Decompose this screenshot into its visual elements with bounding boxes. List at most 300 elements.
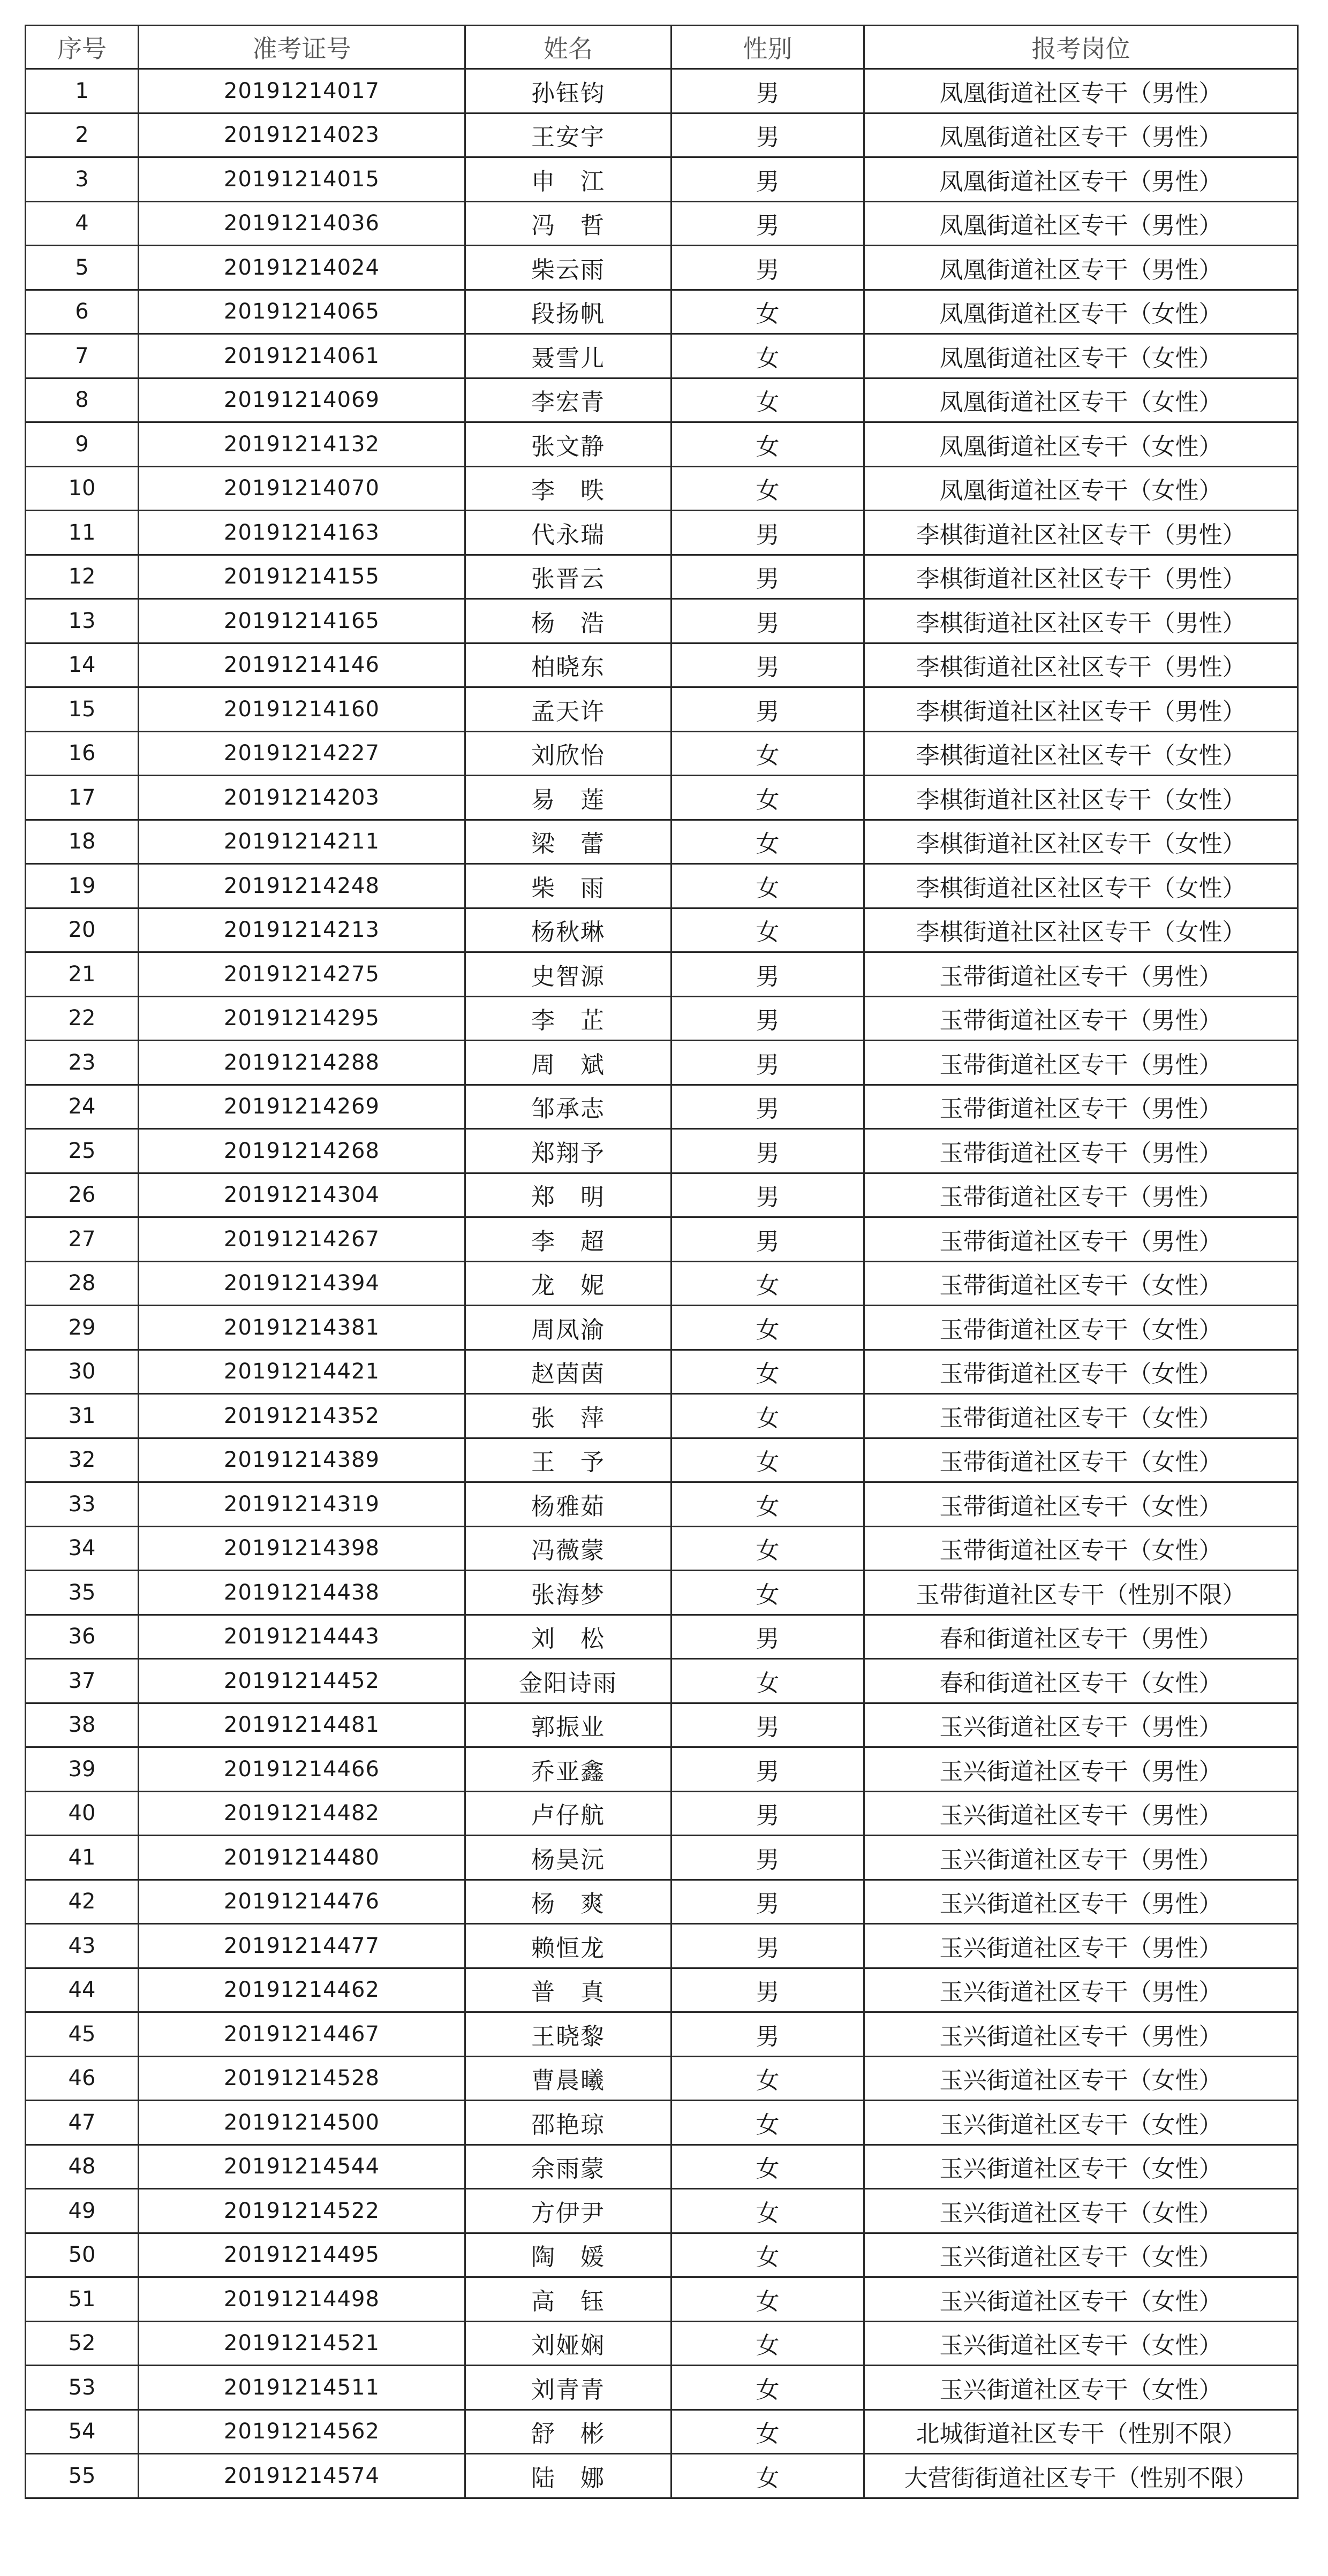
header-position: 报考岗位: [864, 26, 1298, 69]
cell-position: 玉带街道社区专干（男性）: [864, 1129, 1298, 1173]
cell-gender: 女: [671, 2056, 864, 2101]
table-row: [26, 952, 1298, 997]
table-row: [26, 1968, 1298, 2012]
cell-exam-id: 20191214394: [139, 1261, 465, 1306]
cell-seq: 6: [26, 290, 139, 334]
cell-exam-id: 20191214481: [139, 1703, 465, 1747]
cell-gender: 女: [671, 1306, 864, 1350]
cell-name: 邵艳琼: [465, 2101, 671, 2145]
cell-gender: 男: [671, 1703, 864, 1747]
cell-exam-id: 20191214381: [139, 1306, 465, 1350]
cell-name: 申 江: [465, 157, 671, 202]
cell-seq: 5: [26, 246, 139, 290]
table-row: [26, 378, 1298, 422]
cell-seq: 47: [26, 2101, 139, 2145]
table-row: [26, 2410, 1298, 2454]
cell-name: 刘青青: [465, 2366, 671, 2410]
cell-exam-id: 20191214528: [139, 2056, 465, 2101]
cell-exam-id: 20191214452: [139, 1659, 465, 1703]
cell-seq: 4: [26, 201, 139, 246]
cell-name: 张晋云: [465, 555, 671, 599]
cell-seq: 18: [26, 820, 139, 864]
cell-seq: 49: [26, 2189, 139, 2233]
cell-exam-id: 20191214015: [139, 157, 465, 202]
cell-gender: 女: [671, 1261, 864, 1306]
cell-exam-id: 20191214352: [139, 1394, 465, 1438]
cell-seq: 27: [26, 1217, 139, 1262]
table-row: [26, 1924, 1298, 1968]
cell-seq: 20: [26, 908, 139, 952]
cell-name: 郭振业: [465, 1703, 671, 1747]
table-row: [26, 2277, 1298, 2322]
cell-seq: 13: [26, 599, 139, 643]
cell-name: 聂雪儿: [465, 334, 671, 378]
cell-name: 王安宇: [465, 113, 671, 157]
cell-position: 玉兴街道社区专干（男性）: [864, 1703, 1298, 1747]
cell-position: 玉带街道社区专干（男性）: [864, 1041, 1298, 1085]
table-row: [26, 1482, 1298, 1527]
cell-name: 杨 爽: [465, 1880, 671, 1924]
cell-gender: 男: [671, 1747, 864, 1792]
cell-gender: 女: [671, 2101, 864, 2145]
cell-gender: 女: [671, 1526, 864, 1571]
table-row: [26, 1571, 1298, 1615]
table-row: [26, 599, 1298, 643]
cell-name: 张 萍: [465, 1394, 671, 1438]
cell-seq: 50: [26, 2233, 139, 2277]
cell-position: 玉带街道社区专干（性别不限）: [864, 1571, 1298, 1615]
table-row: [26, 1217, 1298, 1262]
cell-gender: 女: [671, 1438, 864, 1482]
header-name: 姓名: [465, 26, 671, 69]
candidate-table: [25, 25, 1299, 2499]
cell-position: 春和街道社区专干（女性）: [864, 1659, 1298, 1703]
cell-name: 梁 蕾: [465, 820, 671, 864]
cell-seq: 43: [26, 1924, 139, 1968]
table-row: [26, 1261, 1298, 1306]
cell-seq: 3: [26, 157, 139, 202]
cell-position: 李棋街道社区社区专干（男性）: [864, 555, 1298, 599]
cell-exam-id: 20191214295: [139, 996, 465, 1041]
cell-position: 玉兴街道社区专干（女性）: [864, 2101, 1298, 2145]
table-row: [26, 2189, 1298, 2233]
cell-name: 柴 雨: [465, 864, 671, 908]
table-row: [26, 1129, 1298, 1173]
table-row: [26, 1836, 1298, 1880]
cell-name: 高 钰: [465, 2277, 671, 2322]
cell-seq: 32: [26, 1438, 139, 1482]
table-row: [26, 2366, 1298, 2410]
cell-exam-id: 20191214070: [139, 466, 465, 511]
cell-seq: 31: [26, 1394, 139, 1438]
cell-position: 凤凰街道社区专干（男性）: [864, 157, 1298, 202]
cell-gender: 女: [671, 776, 864, 820]
cell-gender: 女: [671, 1350, 864, 1394]
cell-gender: 女: [671, 1482, 864, 1527]
cell-seq: 30: [26, 1350, 139, 1394]
cell-name: 冯 哲: [465, 201, 671, 246]
cell-seq: 25: [26, 1129, 139, 1173]
cell-seq: 48: [26, 2145, 139, 2189]
cell-exam-id: 20191214267: [139, 1217, 465, 1262]
cell-gender: 男: [671, 952, 864, 997]
cell-exam-id: 20191214462: [139, 1968, 465, 2012]
cell-position: 李棋街道社区社区专干（男性）: [864, 599, 1298, 643]
cell-exam-id: 20191214160: [139, 687, 465, 732]
cell-gender: 男: [671, 1791, 864, 1836]
cell-gender: 男: [671, 555, 864, 599]
cell-seq: 51: [26, 2277, 139, 2322]
cell-gender: 男: [671, 2012, 864, 2057]
table-row: [26, 2321, 1298, 2366]
cell-seq: 24: [26, 1085, 139, 1129]
cell-exam-id: 20191214443: [139, 1615, 465, 1659]
cell-gender: 男: [671, 1615, 864, 1659]
cell-gender: 女: [671, 2277, 864, 2322]
cell-seq: 22: [26, 996, 139, 1041]
cell-exam-id: 20191214521: [139, 2321, 465, 2366]
cell-position: 玉兴街道社区专干（女性）: [864, 2189, 1298, 2233]
cell-exam-id: 20191214023: [139, 113, 465, 157]
cell-name: 李 超: [465, 1217, 671, 1262]
table-row: [26, 1615, 1298, 1659]
cell-gender: 男: [671, 1217, 864, 1262]
cell-name: 李 芷: [465, 996, 671, 1041]
cell-seq: 46: [26, 2056, 139, 2101]
cell-name: 刘欣怡: [465, 731, 671, 776]
cell-seq: 23: [26, 1041, 139, 1085]
cell-seq: 53: [26, 2366, 139, 2410]
cell-seq: 29: [26, 1306, 139, 1350]
cell-gender: 男: [671, 246, 864, 290]
cell-seq: 40: [26, 1791, 139, 1836]
cell-position: 李棋街道社区社区专干（男性）: [864, 643, 1298, 687]
cell-seq: 45: [26, 2012, 139, 2057]
cell-name: 卢仔航: [465, 1791, 671, 1836]
cell-exam-id: 20191214268: [139, 1129, 465, 1173]
cell-exam-id: 20191214069: [139, 378, 465, 422]
cell-name: 赵茵茵: [465, 1350, 671, 1394]
table-row: [26, 69, 1298, 113]
cell-exam-id: 20191214165: [139, 599, 465, 643]
cell-position: 玉兴街道社区专干（女性）: [864, 2233, 1298, 2277]
cell-name: 乔亚鑫: [465, 1747, 671, 1792]
cell-gender: 男: [671, 201, 864, 246]
cell-exam-id: 20191214288: [139, 1041, 465, 1085]
cell-seq: 16: [26, 731, 139, 776]
cell-gender: 女: [671, 2454, 864, 2498]
cell-exam-id: 20191214477: [139, 1924, 465, 1968]
cell-gender: 男: [671, 69, 864, 113]
cell-name: 段扬帆: [465, 290, 671, 334]
cell-position: 玉带街道社区专干（女性）: [864, 1350, 1298, 1394]
cell-gender: 女: [671, 290, 864, 334]
cell-gender: 男: [671, 1041, 864, 1085]
table-row: [26, 466, 1298, 511]
cell-position: 玉带街道社区专干（男性）: [864, 1173, 1298, 1217]
cell-exam-id: 20191214467: [139, 2012, 465, 2057]
cell-name: 余雨蒙: [465, 2145, 671, 2189]
cell-position: 玉兴街道社区专干（女性）: [864, 2277, 1298, 2322]
cell-seq: 36: [26, 1615, 139, 1659]
cell-exam-id: 20191214511: [139, 2366, 465, 2410]
cell-name: 代永瑞: [465, 511, 671, 555]
cell-seq: 39: [26, 1747, 139, 1792]
header-row: [26, 26, 1298, 69]
cell-position: 玉带街道社区专干（男性）: [864, 1217, 1298, 1262]
cell-gender: 男: [671, 511, 864, 555]
cell-gender: 男: [671, 1173, 864, 1217]
header-gender: 性别: [671, 26, 864, 69]
cell-position: 李棋街道社区社区专干（男性）: [864, 687, 1298, 732]
cell-name: 陆 娜: [465, 2454, 671, 2498]
cell-position: 凤凰街道社区专干（女性）: [864, 378, 1298, 422]
cell-position: 凤凰街道社区专干（女性）: [864, 422, 1298, 467]
table-row: [26, 1306, 1298, 1350]
cell-exam-id: 20191214495: [139, 2233, 465, 2277]
table-row: [26, 422, 1298, 467]
cell-gender: 女: [671, 820, 864, 864]
table-row: [26, 731, 1298, 776]
cell-seq: 44: [26, 1968, 139, 2012]
cell-gender: 女: [671, 334, 864, 378]
table-row: [26, 864, 1298, 908]
cell-gender: 男: [671, 113, 864, 157]
cell-gender: 女: [671, 908, 864, 952]
cell-seq: 17: [26, 776, 139, 820]
cell-gender: 女: [671, 2321, 864, 2366]
cell-position: 李棋街道社区社区专干（男性）: [864, 511, 1298, 555]
cell-seq: 35: [26, 1571, 139, 1615]
cell-name: 史智源: [465, 952, 671, 997]
cell-name: 赖恒龙: [465, 1924, 671, 1968]
cell-exam-id: 20191214155: [139, 555, 465, 599]
cell-seq: 19: [26, 864, 139, 908]
cell-name: 孟天许: [465, 687, 671, 732]
cell-position: 北城街道社区专干（性别不限）: [864, 2410, 1298, 2454]
cell-seq: 11: [26, 511, 139, 555]
cell-position: 凤凰街道社区专干（女性）: [864, 466, 1298, 511]
cell-gender: 女: [671, 2145, 864, 2189]
table-header: [26, 26, 1298, 69]
cell-position: 玉带街道社区专干（男性）: [864, 996, 1298, 1041]
table-row: [26, 2056, 1298, 2101]
cell-position: 玉带街道社区专干（女性）: [864, 1306, 1298, 1350]
cell-exam-id: 20191214017: [139, 69, 465, 113]
cell-name: 张文静: [465, 422, 671, 467]
cell-seq: 10: [26, 466, 139, 511]
cell-position: 玉兴街道社区专干（男性）: [864, 1924, 1298, 1968]
table-row: [26, 1659, 1298, 1703]
cell-exam-id: 20191214304: [139, 1173, 465, 1217]
cell-exam-id: 20191214024: [139, 246, 465, 290]
cell-seq: 1: [26, 69, 139, 113]
cell-seq: 21: [26, 952, 139, 997]
cell-name: 李宏青: [465, 378, 671, 422]
cell-name: 曹晨曦: [465, 2056, 671, 2101]
cell-name: 孙钰钧: [465, 69, 671, 113]
cell-gender: 女: [671, 466, 864, 511]
cell-seq: 42: [26, 1880, 139, 1924]
cell-name: 周凤渝: [465, 1306, 671, 1350]
cell-exam-id: 20191214562: [139, 2410, 465, 2454]
cell-seq: 54: [26, 2410, 139, 2454]
cell-position: 玉带街道社区专干（女性）: [864, 1261, 1298, 1306]
table-body: [26, 69, 1298, 2498]
cell-gender: 女: [671, 2233, 864, 2277]
cell-seq: 9: [26, 422, 139, 467]
table-row: [26, 1791, 1298, 1836]
cell-gender: 男: [671, 1085, 864, 1129]
cell-position: 玉带街道社区专干（男性）: [864, 952, 1298, 997]
cell-seq: 2: [26, 113, 139, 157]
table-row: [26, 246, 1298, 290]
cell-gender: 男: [671, 1968, 864, 2012]
cell-name: 刘 松: [465, 1615, 671, 1659]
table-row: [26, 2233, 1298, 2277]
table-row: [26, 1085, 1298, 1129]
cell-position: 玉带街道社区专干（女性）: [864, 1482, 1298, 1527]
cell-position: 玉兴街道社区专干（男性）: [864, 1836, 1298, 1880]
cell-name: 杨雅茹: [465, 1482, 671, 1527]
cell-exam-id: 20191214065: [139, 290, 465, 334]
cell-name: 刘娅娴: [465, 2321, 671, 2366]
cell-gender: 女: [671, 2410, 864, 2454]
cell-gender: 男: [671, 1880, 864, 1924]
cell-name: 柏晓东: [465, 643, 671, 687]
table-row: [26, 1394, 1298, 1438]
cell-gender: 男: [671, 157, 864, 202]
cell-exam-id: 20191214574: [139, 2454, 465, 2498]
table-row: [26, 113, 1298, 157]
cell-name: 龙 妮: [465, 1261, 671, 1306]
table-row: [26, 1041, 1298, 1085]
cell-position: 玉兴街道社区专干（男性）: [864, 1880, 1298, 1924]
cell-exam-id: 20191214275: [139, 952, 465, 997]
header-exam-id: 准考证号: [139, 26, 465, 69]
cell-name: 柴云雨: [465, 246, 671, 290]
table-row: [26, 290, 1298, 334]
table-row: [26, 201, 1298, 246]
table-row: [26, 2145, 1298, 2189]
cell-gender: 女: [671, 422, 864, 467]
table-row: [26, 1350, 1298, 1394]
cell-exam-id: 20191214544: [139, 2145, 465, 2189]
cell-position: 李棋街道社区社区专干（女性）: [864, 731, 1298, 776]
cell-seq: 8: [26, 378, 139, 422]
cell-position: 玉带街道社区专干（女性）: [864, 1438, 1298, 1482]
cell-position: 玉兴街道社区专干（女性）: [864, 2056, 1298, 2101]
cell-exam-id: 20191214466: [139, 1747, 465, 1792]
cell-name: 金阳诗雨: [465, 1659, 671, 1703]
cell-name: 冯薇蒙: [465, 1526, 671, 1571]
cell-position: 玉带街道社区专干（男性）: [864, 1085, 1298, 1129]
cell-exam-id: 20191214036: [139, 201, 465, 246]
cell-seq: 7: [26, 334, 139, 378]
cell-exam-id: 20191214269: [139, 1085, 465, 1129]
cell-name: 周 斌: [465, 1041, 671, 1085]
cell-exam-id: 20191214522: [139, 2189, 465, 2233]
cell-exam-id: 20191214203: [139, 776, 465, 820]
table-row: [26, 157, 1298, 202]
table-row: [26, 996, 1298, 1041]
cell-exam-id: 20191214500: [139, 2101, 465, 2145]
cell-exam-id: 20191214498: [139, 2277, 465, 2322]
cell-position: 玉兴街道社区专干（男性）: [864, 1747, 1298, 1792]
cell-gender: 女: [671, 731, 864, 776]
cell-exam-id: 20191214163: [139, 511, 465, 555]
cell-exam-id: 20191214482: [139, 1791, 465, 1836]
cell-position: 玉带街道社区专干（女性）: [864, 1526, 1298, 1571]
cell-position: 凤凰街道社区专干（女性）: [864, 334, 1298, 378]
cell-position: 玉兴街道社区专干（男性）: [864, 1968, 1298, 2012]
header-seq: 序号: [26, 26, 139, 69]
cell-gender: 男: [671, 996, 864, 1041]
cell-exam-id: 20191214211: [139, 820, 465, 864]
cell-gender: 男: [671, 1836, 864, 1880]
cell-exam-id: 20191214438: [139, 1571, 465, 1615]
cell-exam-id: 20191214061: [139, 334, 465, 378]
cell-exam-id: 20191214319: [139, 1482, 465, 1527]
cell-gender: 男: [671, 599, 864, 643]
cell-exam-id: 20191214213: [139, 908, 465, 952]
cell-position: 玉兴街道社区专干（男性）: [864, 2012, 1298, 2057]
cell-name: 王晓黎: [465, 2012, 671, 2057]
cell-exam-id: 20191214227: [139, 731, 465, 776]
cell-seq: 14: [26, 643, 139, 687]
cell-seq: 26: [26, 1173, 139, 1217]
table-row: [26, 1438, 1298, 1482]
cell-position: 大营街街道社区专干（性别不限）: [864, 2454, 1298, 2498]
table-row: [26, 555, 1298, 599]
table-row: [26, 1880, 1298, 1924]
cell-name: 舒 彬: [465, 2410, 671, 2454]
cell-gender: 女: [671, 2366, 864, 2410]
cell-exam-id: 20191214248: [139, 864, 465, 908]
cell-gender: 女: [671, 1571, 864, 1615]
table-row: [26, 776, 1298, 820]
cell-seq: 38: [26, 1703, 139, 1747]
cell-position: 玉兴街道社区专干（男性）: [864, 1791, 1298, 1836]
cell-gender: 女: [671, 864, 864, 908]
cell-gender: 男: [671, 1924, 864, 1968]
table-row: [26, 908, 1298, 952]
cell-position: 李棋街道社区社区专干（女性）: [864, 908, 1298, 952]
cell-exam-id: 20191214146: [139, 643, 465, 687]
cell-name: 易 莲: [465, 776, 671, 820]
cell-position: 凤凰街道社区专干（男性）: [864, 201, 1298, 246]
cell-position: 凤凰街道社区专干（男性）: [864, 246, 1298, 290]
table-row: [26, 2101, 1298, 2145]
cell-name: 陶 媛: [465, 2233, 671, 2277]
cell-seq: 34: [26, 1526, 139, 1571]
cell-position: 李棋街道社区社区专干（女性）: [864, 864, 1298, 908]
cell-exam-id: 20191214421: [139, 1350, 465, 1394]
cell-name: 张海梦: [465, 1571, 671, 1615]
table-row: [26, 2012, 1298, 2057]
table-row: [26, 1173, 1298, 1217]
cell-seq: 15: [26, 687, 139, 732]
cell-exam-id: 20191214476: [139, 1880, 465, 1924]
cell-position: 玉兴街道社区专干（女性）: [864, 2145, 1298, 2189]
cell-gender: 女: [671, 1394, 864, 1438]
cell-name: 杨 浩: [465, 599, 671, 643]
cell-gender: 男: [671, 1129, 864, 1173]
cell-position: 玉带街道社区专干（女性）: [864, 1394, 1298, 1438]
cell-name: 邹承志: [465, 1085, 671, 1129]
cell-name: 方伊尹: [465, 2189, 671, 2233]
cell-exam-id: 20191214480: [139, 1836, 465, 1880]
